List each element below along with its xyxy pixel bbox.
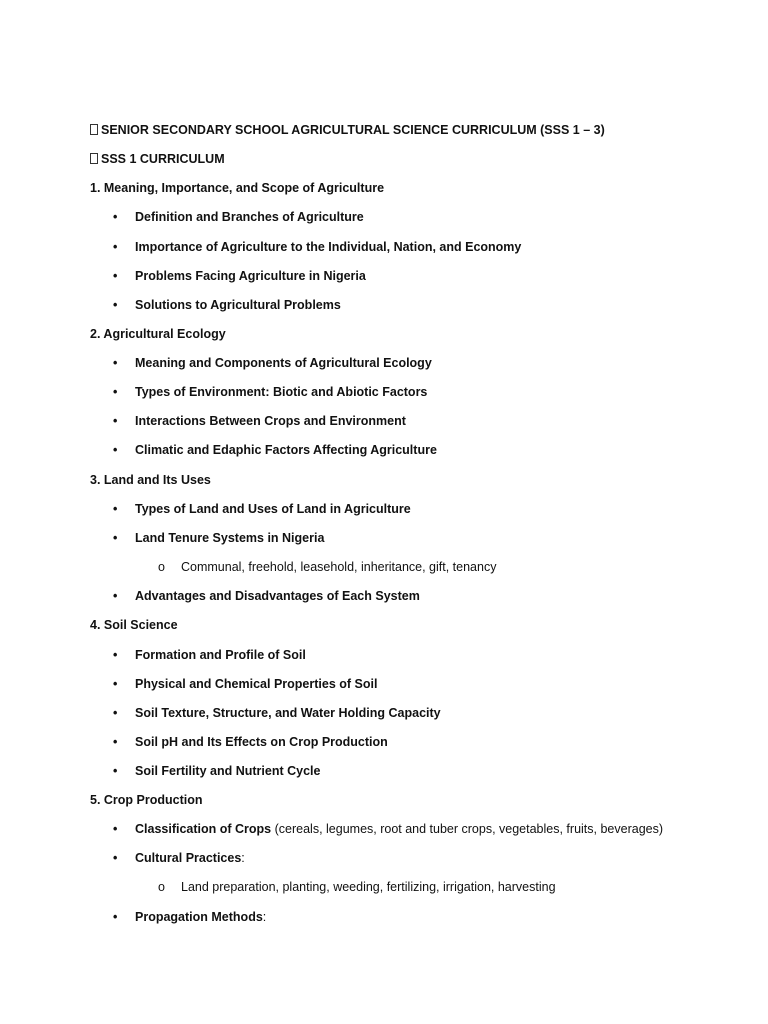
list-item: Climatic and Edaphic Factors Affecting Agriculture xyxy=(135,443,437,457)
bullet-marker: • xyxy=(113,531,118,545)
list-item: Definition and Branches of Agriculture xyxy=(135,210,364,224)
bullet-marker: • xyxy=(113,764,118,778)
list-item: Problems Facing Agriculture in Nigeria xyxy=(135,269,366,283)
list-item: Meaning and Components of Agricultural Ecology xyxy=(135,356,432,370)
list-item: Importance of Agriculture to the Individual, Nation, and Economy xyxy=(135,240,522,254)
list-item: Land Tenure Systems in Nigeria xyxy=(135,531,325,545)
list-item: Propagation Methods: xyxy=(135,910,267,924)
document-title: SENIOR SECONDARY SCHOOL AGRICULTURAL SCIENCE CURRICULUM (SSS 1 – 3) xyxy=(90,122,605,138)
list-item: Physical and Chemical Properties of Soil xyxy=(135,677,378,691)
bullet-marker: • xyxy=(113,589,118,603)
list-item: Classification of Crops (cereals, legumes, root and tuber crops, vegetables, fruits, beverages) xyxy=(135,822,664,836)
sub-list-item: Land preparation, planting, weeding, fertilizing, irrigation, harvesting xyxy=(181,880,556,894)
list-item: Cultural Practices: xyxy=(135,851,245,865)
bullet-marker: • xyxy=(113,851,118,865)
bullet-marker: • xyxy=(113,735,118,749)
missing-glyph-icon xyxy=(90,153,98,164)
bullet-marker: • xyxy=(113,356,118,370)
list-item: Types of Environment: Biotic and Abiotic Factors xyxy=(135,385,428,399)
missing-glyph-icon xyxy=(90,124,98,135)
list-item: Interactions Between Crops and Environment xyxy=(135,414,406,428)
bullet-marker: • xyxy=(113,502,118,516)
section-heading: 1. Meaning, Importance, and Scope of Agriculture xyxy=(90,181,385,195)
bullet-marker: • xyxy=(113,414,118,428)
sub-title: SSS 1 CURRICULUM xyxy=(90,151,225,167)
section-heading: 5. Crop Production xyxy=(90,793,203,807)
list-item: Advantages and Disadvantages of Each System xyxy=(135,589,420,603)
bullet-marker: • xyxy=(113,210,118,224)
section-heading: 4. Soil Science xyxy=(90,618,178,632)
list-item: Types of Land and Uses of Land in Agriculture xyxy=(135,502,411,516)
bullet-marker: • xyxy=(113,648,118,662)
list-item: Solutions to Agricultural Problems xyxy=(135,298,341,312)
bullet-marker: • xyxy=(113,910,118,924)
sub-bullet-marker: o xyxy=(158,880,165,894)
section-heading: 3. Land and Its Uses xyxy=(90,473,211,487)
sub-bullet-marker: o xyxy=(158,560,165,574)
list-item: Soil Texture, Structure, and Water Holding Capacity xyxy=(135,706,441,720)
bullet-marker: • xyxy=(113,269,118,283)
bullet-marker: • xyxy=(113,706,118,720)
list-item: Soil pH and Its Effects on Crop Production xyxy=(135,735,388,749)
bullet-marker: • xyxy=(113,677,118,691)
bullet-marker: • xyxy=(113,822,118,836)
sub-list-item: Communal, freehold, leasehold, inheritance, gift, tenancy xyxy=(181,560,497,574)
bullet-marker: • xyxy=(113,385,118,399)
bullet-marker: • xyxy=(113,240,118,254)
bullet-marker: • xyxy=(113,443,118,457)
bullet-marker: • xyxy=(113,298,118,312)
list-item: Soil Fertility and Nutrient Cycle xyxy=(135,764,321,778)
list-item: Formation and Profile of Soil xyxy=(135,648,306,662)
section-heading: 2. Agricultural Ecology xyxy=(90,327,226,341)
